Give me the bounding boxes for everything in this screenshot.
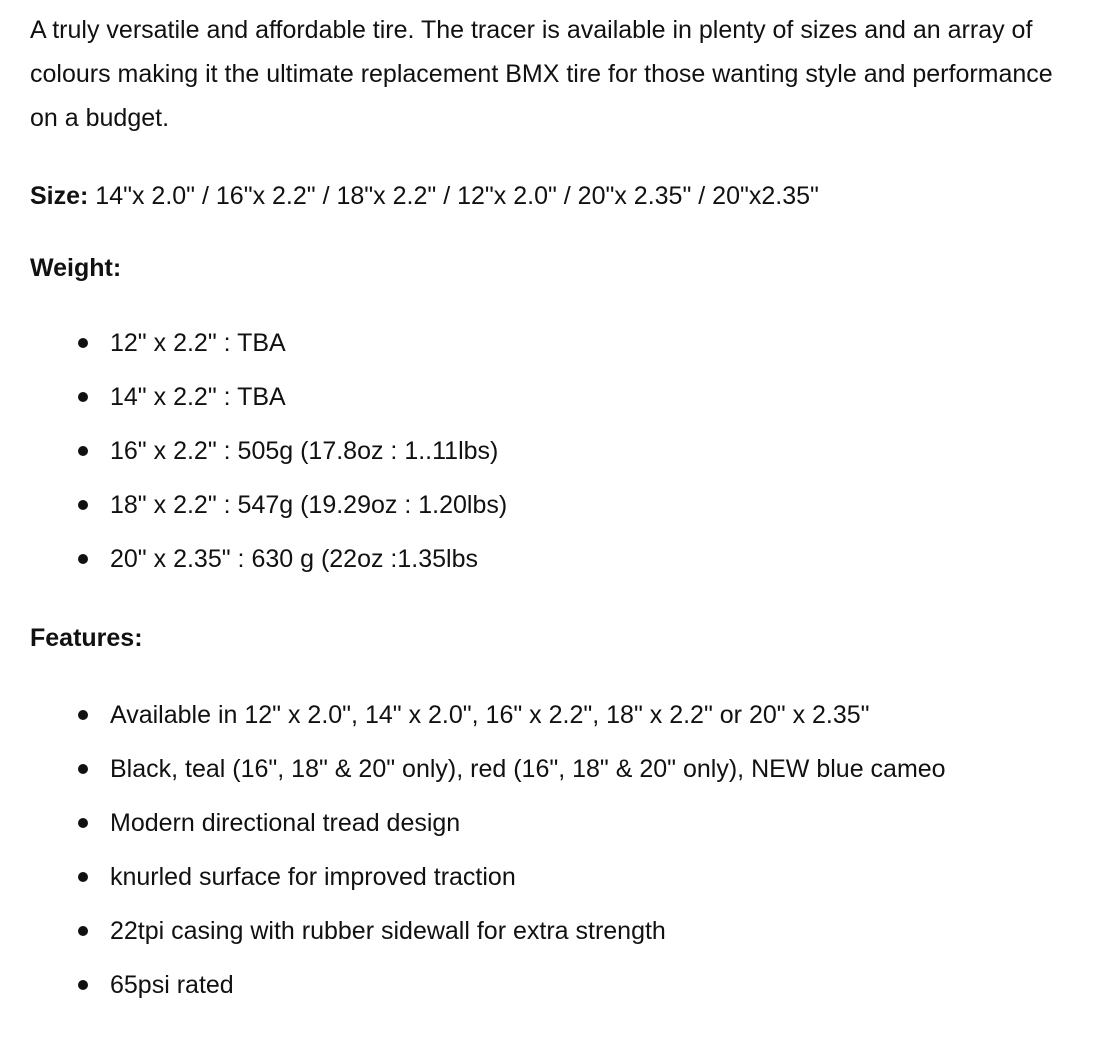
bullet-icon bbox=[78, 980, 88, 990]
bullet-icon bbox=[78, 926, 88, 936]
bullet-icon bbox=[78, 500, 88, 510]
feature-item bbox=[78, 958, 1069, 1012]
feature-item bbox=[78, 796, 1069, 850]
weight-item bbox=[78, 478, 1069, 532]
feature-item bbox=[78, 742, 1069, 796]
weight-item-text: 18" x 2.2" : 547g (19.29oz : 1.20lbs) bbox=[110, 491, 508, 519]
bullet-icon bbox=[78, 446, 88, 456]
weight-item bbox=[78, 370, 1069, 424]
feature-item bbox=[78, 850, 1069, 904]
feature-item-text: Black, teal (16", 18" & 20" only), red (16", 18" & 20" only), NEW blue cameo bbox=[110, 755, 946, 783]
intro-paragraph: A truly versatile and affordable tire. The tracer is available in plenty of sizes and an array of colours making it the ultimate replacement BMX tire for those wanting style and performance on a budget. bbox=[30, 16, 1053, 132]
features-list bbox=[30, 688, 1069, 1012]
features-heading: Features: bbox=[30, 624, 143, 652]
bullet-icon bbox=[78, 554, 88, 564]
weight-list bbox=[30, 316, 1069, 586]
bullet-icon bbox=[78, 338, 88, 348]
bullet-icon bbox=[78, 392, 88, 402]
feature-item-text: 65psi rated bbox=[110, 971, 234, 999]
weight-item-text: 14" x 2.2" : TBA bbox=[110, 383, 286, 411]
feature-item-text: Modern directional tread design bbox=[110, 809, 461, 837]
size-line bbox=[30, 174, 1069, 218]
size-label: Size: bbox=[30, 182, 89, 210]
feature-item-text: knurled surface for improved traction bbox=[110, 863, 516, 891]
feature-item-text: Available in 12" x 2.0", 14" x 2.0", 16" x 2.2", 18" x 2.2" or 20" x 2.35" bbox=[110, 701, 870, 729]
feature-item bbox=[78, 904, 1069, 958]
weight-item bbox=[78, 532, 1069, 586]
weight-item bbox=[78, 424, 1069, 478]
weight-item-text: 12" x 2.2" : TBA bbox=[110, 329, 286, 357]
bullet-icon bbox=[78, 710, 88, 720]
feature-item-text: 22tpi casing with rubber sidewall for extra strength bbox=[110, 917, 666, 945]
bullet-icon bbox=[78, 872, 88, 882]
size-value: 14"x 2.0" / 16"x 2.2" / 18"x 2.2" / 12"x 2.0" / 20"x 2.35" / 20"x2.35" bbox=[88, 182, 819, 210]
weight-item bbox=[78, 316, 1069, 370]
weight-item-text: 20" x 2.35" : 630 g (22oz :1.35lbs bbox=[110, 545, 478, 573]
bullet-icon bbox=[78, 764, 88, 774]
feature-item bbox=[78, 688, 1069, 742]
weight-item-text: 16" x 2.2" : 505g (17.8oz : 1..11lbs) bbox=[110, 437, 499, 465]
bullet-icon bbox=[78, 818, 88, 828]
weight-heading: Weight: bbox=[30, 254, 122, 282]
